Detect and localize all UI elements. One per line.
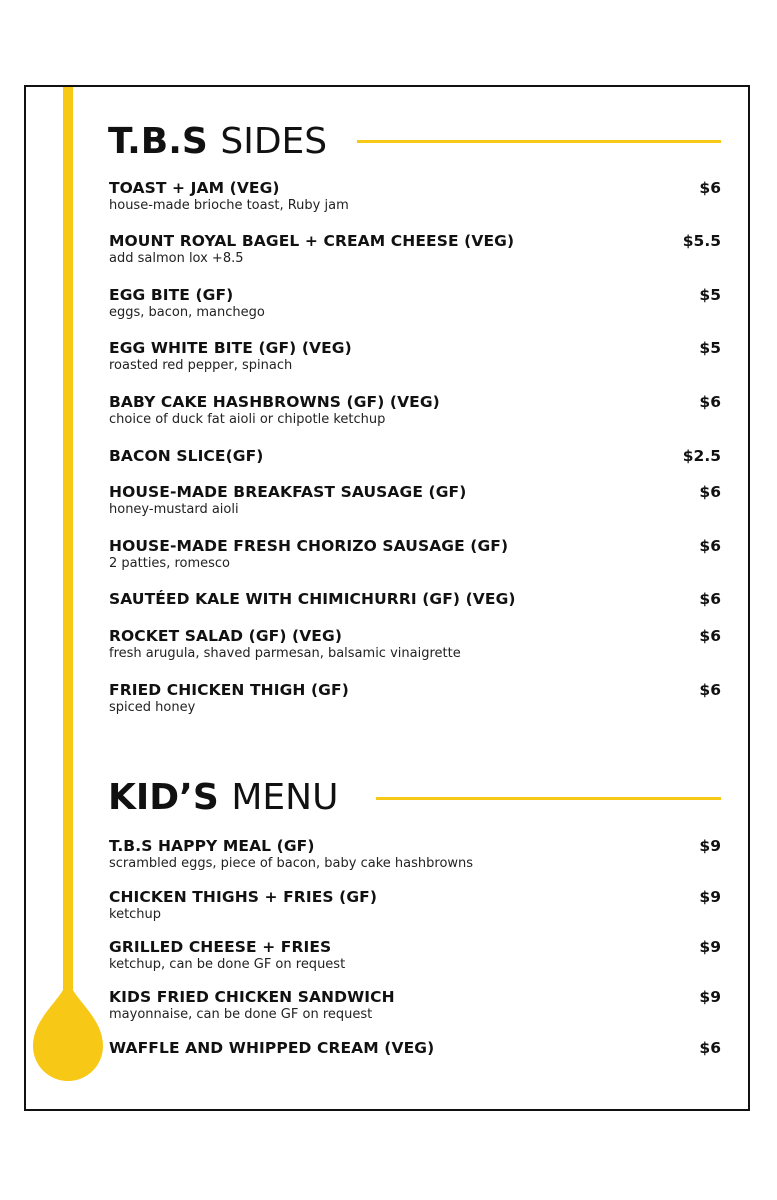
item-name: BACON SLICE(GF) xyxy=(109,447,264,465)
kids-heading-rule xyxy=(376,797,721,800)
sides-heading-bold: T.B.S xyxy=(108,121,208,162)
item-price: $9 xyxy=(699,938,721,956)
item-price: $6 xyxy=(699,179,721,197)
item-name: SAUTÉED KALE WITH CHIMICHURRI (GF) (VEG) xyxy=(109,590,516,608)
sides-heading xyxy=(108,122,327,162)
kids-item xyxy=(109,836,721,876)
item-description: fresh arugula, shaved parmesan, balsamic vinaigrette xyxy=(109,646,461,661)
item-price: $9 xyxy=(699,888,721,906)
item-price: $6 xyxy=(699,627,721,645)
kids-item xyxy=(109,937,721,977)
item-description: honey-mustard aioli xyxy=(109,502,239,517)
item-description: add salmon lox +8.5 xyxy=(109,251,244,266)
sides-item xyxy=(109,589,721,629)
item-price: $9 xyxy=(699,837,721,855)
item-price: $6 xyxy=(699,681,721,699)
item-description: scrambled eggs, piece of bacon, baby cake hashbrowns xyxy=(109,856,474,871)
item-description: roasted red pepper, spinach xyxy=(109,358,293,373)
sides-item xyxy=(109,536,721,576)
item-name: KIDS FRIED CHICKEN SANDWICH xyxy=(109,988,395,1006)
item-name: GRILLED CHEESE + FRIES xyxy=(109,938,332,956)
drop-icon xyxy=(33,978,103,1082)
sides-item xyxy=(109,680,721,720)
item-price: $6 xyxy=(699,393,721,411)
item-name: WAFFLE AND WHIPPED CREAM (VEG) xyxy=(109,1039,435,1057)
item-price: $5 xyxy=(699,339,721,357)
sides-item xyxy=(109,482,721,522)
sides-item xyxy=(109,285,721,325)
item-price: $2.5 xyxy=(682,447,721,465)
item-name: EGG WHITE BITE (GF) (VEG) xyxy=(109,339,352,357)
item-name: FRIED CHICKEN THIGH (GF) xyxy=(109,681,349,699)
sides-item xyxy=(109,446,721,486)
kids-heading-light: MENU xyxy=(231,777,339,818)
kids-heading xyxy=(108,778,338,818)
item-price: $5 xyxy=(699,286,721,304)
kids-item xyxy=(109,1038,721,1078)
item-name: T.B.S HAPPY MEAL (GF) xyxy=(109,837,315,855)
item-price: $6 xyxy=(699,590,721,608)
sides-item xyxy=(109,392,721,432)
item-name: HOUSE-MADE BREAKFAST SAUSAGE (GF) xyxy=(109,483,467,501)
item-price: $9 xyxy=(699,988,721,1006)
item-description: 2 patties, romesco xyxy=(109,556,231,571)
item-description: ketchup, can be done GF on request xyxy=(109,957,346,972)
item-name: BABY CAKE HASHBROWNS (GF) (VEG) xyxy=(109,393,440,411)
spoon-handle-decoration xyxy=(63,87,73,997)
item-price: $6 xyxy=(699,483,721,501)
item-price: $6 xyxy=(699,537,721,555)
item-name: ROCKET SALAD (GF) (VEG) xyxy=(109,627,342,645)
item-price: $6 xyxy=(699,1039,721,1057)
item-name: HOUSE-MADE FRESH CHORIZO SAUSAGE (GF) xyxy=(109,537,509,555)
item-description: house-made brioche toast, Ruby jam xyxy=(109,198,349,213)
item-description: mayonnaise, can be done GF on request xyxy=(109,1007,373,1022)
item-description: ketchup xyxy=(109,907,162,922)
kids-item xyxy=(109,887,721,927)
item-price: $5.5 xyxy=(682,232,721,250)
sides-item xyxy=(109,338,721,378)
item-name: MOUNT ROYAL BAGEL + CREAM CHEESE (VEG) xyxy=(109,232,515,250)
item-description: choice of duck fat aioli or chipotle ketchup xyxy=(109,412,386,427)
item-name: TOAST + JAM (VEG) xyxy=(109,179,280,197)
kids-heading-bold: KID’S xyxy=(108,777,219,818)
kids-item xyxy=(109,987,721,1027)
sides-heading-rule xyxy=(357,140,721,143)
sides-item xyxy=(109,231,721,271)
sides-item xyxy=(109,178,721,218)
item-name: EGG BITE (GF) xyxy=(109,286,234,304)
item-description: spiced honey xyxy=(109,700,196,715)
item-name: CHICKEN THIGHS + FRIES (GF) xyxy=(109,888,378,906)
sides-heading-light: SIDES xyxy=(220,121,328,162)
sides-item xyxy=(109,626,721,666)
item-description: eggs, bacon, manchego xyxy=(109,305,265,320)
